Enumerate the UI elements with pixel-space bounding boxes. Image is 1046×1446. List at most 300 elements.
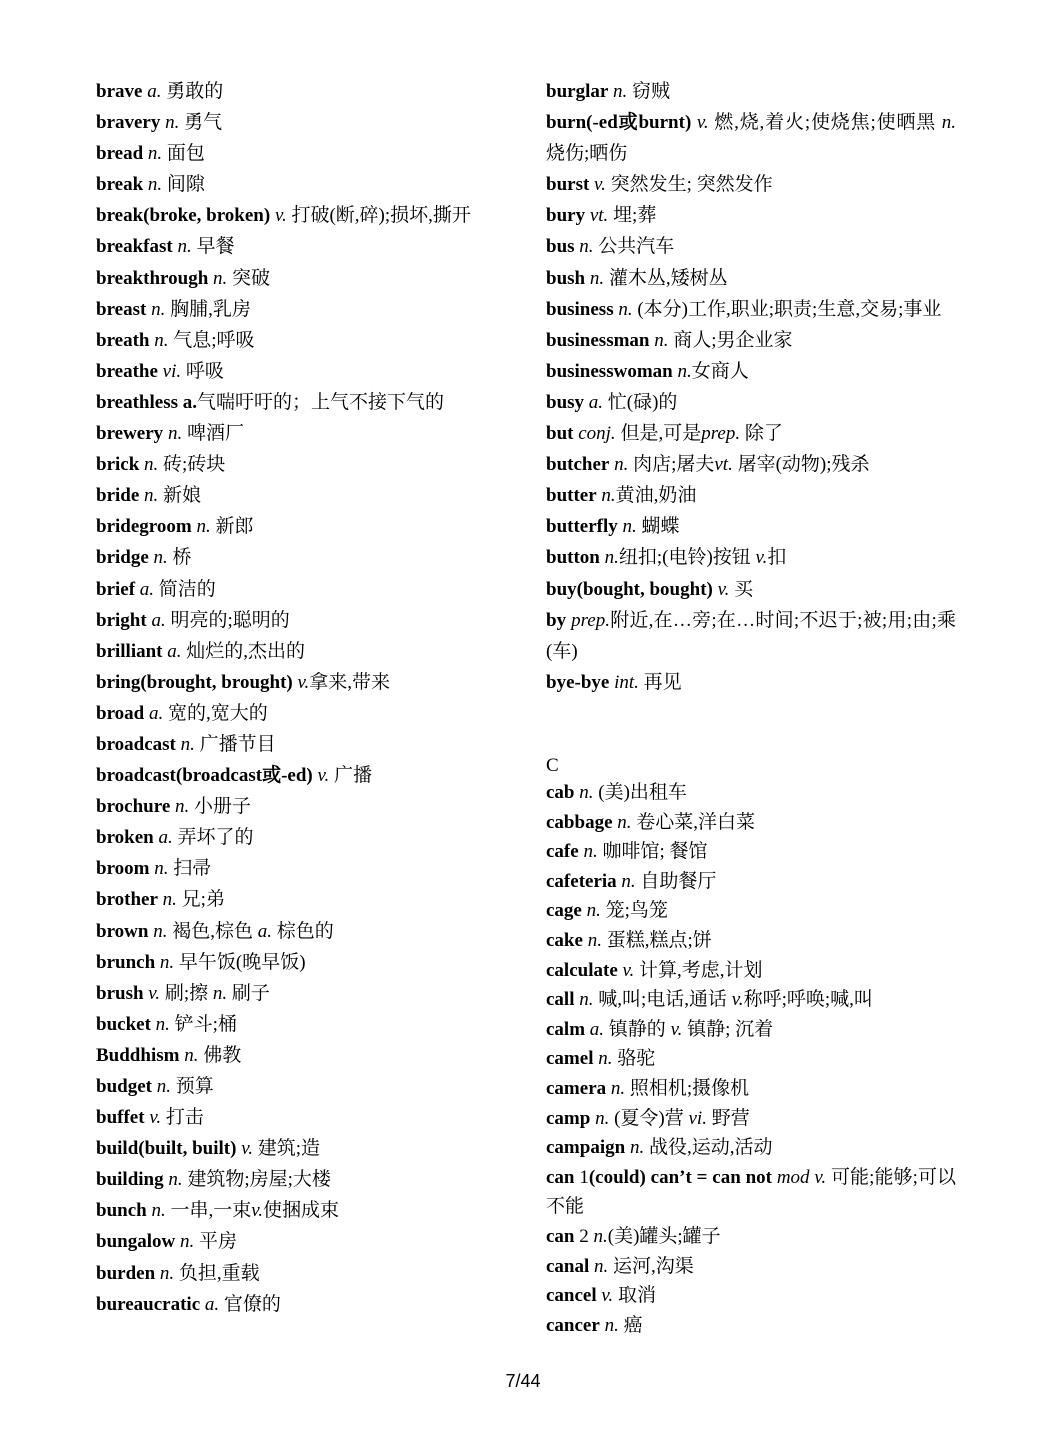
headword: bring(brought, brought) [96,671,293,693]
vocab-entry [96,947,506,978]
definition: 但是,可是 [615,423,702,445]
vocab-entry [546,1044,956,1074]
section-letter-heading: C [546,755,559,776]
headword: camera [546,1077,607,1099]
part-of-speech: n. [148,547,168,569]
vocab-entry [546,387,956,418]
part-of-speech: n. [581,900,601,922]
headword: breakfast [96,236,173,258]
part-of-speech: n. [606,1077,626,1099]
definition: 女商人 [691,360,749,382]
definition: 窃贼 [627,81,671,102]
definition: 运河,沟渠 [608,1255,694,1277]
headword: break [96,174,144,196]
vocab-entry [96,853,506,884]
headword: by [546,609,567,631]
part-of-speech: a. [135,578,155,600]
headword: brochure [96,796,171,818]
definition: 忙(碌)的 [603,391,678,413]
part-of-speech: n. [139,485,159,507]
vocab-entry [96,1071,506,1102]
part-of-speech: n. [582,929,602,951]
definition: 镇静的 [604,1018,671,1040]
part-of-speech: n. [578,841,598,863]
part-of-speech: n. [146,1200,166,1222]
vocab-entry [546,480,956,511]
part-of-speech: v. [691,112,709,134]
headword: burglar [546,81,609,102]
definition: 打破(断,碎);损坏,撕开 [286,205,471,227]
part-of-speech: prep. [701,423,741,445]
part-of-speech: n. [155,1262,175,1284]
vocab-entry [546,574,956,605]
vocab-entry [96,729,506,760]
part-of-speech: prep. [566,609,610,631]
definition: 简洁的 [154,578,216,600]
part-of-speech: n. [160,112,180,134]
vocab-entry [546,867,956,897]
vocab-entry [96,667,506,698]
headword: burn(-ed或burnt) [546,112,692,134]
vocab-entry [96,605,506,636]
vocab-entry [96,1009,506,1040]
definition: 刷;擦 [160,982,213,1004]
definition: 预算 [170,1076,214,1097]
headword: butter [546,485,597,507]
part-of-speech: n. [163,1169,183,1191]
part-of-speech: n. [616,870,636,892]
vocab-entry [546,1074,956,1104]
vocab-entry [546,926,956,956]
vocab-entry [546,956,956,986]
vocab-entry [96,449,506,480]
vocab-entry [546,1104,956,1134]
headword: can [546,1225,575,1247]
definition: 早午饭(晚早饭) [174,951,306,973]
part-of-speech: n. [149,858,169,880]
part-of-speech: n. [150,1013,170,1035]
vocab-entry [546,808,956,838]
definition: 打击 [161,1107,204,1129]
headword: businessman [546,329,650,351]
vocab-entry [546,76,956,107]
headword: canal [546,1255,590,1277]
part-of-speech: v. [755,547,768,569]
headword: brush [96,982,144,1004]
definition: 广播节目 [194,733,276,755]
definition: 建筑;造 [252,1138,321,1160]
part-of-speech: v. [596,1285,614,1307]
definition: 扫帚 [168,858,212,880]
definition: 取消 [613,1285,656,1307]
vocab-entry [96,884,506,915]
definition: 建筑物;房屋;大楼 [182,1169,331,1191]
page-number: 7/44 [505,1371,541,1391]
vocab-entry [96,1102,506,1133]
vocab-entry [96,1195,506,1226]
definition: (美)罐头;罐子 [607,1225,721,1247]
definition: 照相机;摄像机 [625,1077,750,1099]
definition: 骆驼 [612,1048,656,1070]
part-of-speech: n. [172,236,192,258]
definition: 笼;鸟笼 [600,900,668,922]
vocab-entry [546,263,956,294]
part-of-speech: v. [292,671,310,693]
headword: business [546,298,614,320]
part-of-speech: n. [941,112,957,134]
definition: 勇敢的 [161,81,224,102]
headword: calculate [546,959,618,981]
definition: 卷心菜,洋白菜 [631,811,756,833]
part-of-speech: mod v. [772,1166,827,1188]
headword: (could) can’t = can not [588,1166,772,1188]
vocab-entry [546,1252,956,1282]
part-of-speech: a. [585,1018,605,1040]
definition: 弄坏了的 [172,827,254,849]
headword: build(built, built) [96,1138,237,1160]
vocab-entry [546,896,956,926]
part-of-speech: n. [151,1076,171,1097]
part-of-speech: v. [670,1018,683,1040]
part-of-speech: int. [609,671,639,693]
part-of-speech: n. [574,989,594,1011]
definition: 兄;弟 [176,889,225,911]
headword: bungalow [96,1231,176,1253]
part-of-speech: v. [236,1138,253,1160]
part-of-speech: n. [649,329,669,351]
headword: brave [96,81,143,102]
vocab-entry [96,356,506,387]
headword: brown [96,920,149,942]
part-of-speech: vi. [157,360,182,382]
part-of-speech: v. [617,959,635,981]
headword: cancel [546,1285,597,1307]
headword: brother [96,889,158,911]
definition: 负担,重载 [174,1262,260,1284]
headword: budget [96,1076,152,1097]
part-of-speech: n. [175,733,195,755]
left-column [96,76,506,1320]
definition: 铲斗;桶 [169,1013,237,1035]
vocab-entry [96,200,506,231]
vocab-entry [96,1040,506,1071]
part-of-speech: conj. [573,423,616,445]
vocab-entry [546,605,956,667]
right-column [546,76,956,698]
part-of-speech: n. [139,454,159,476]
vocab-entry [546,356,956,387]
part-of-speech: n. [599,1314,619,1336]
part-of-speech: n. [593,1225,608,1247]
headword: butterfly [546,516,618,538]
headword: cab [546,782,575,803]
definition: 呼吸 [181,360,224,382]
headword: buffet [96,1107,145,1129]
part-of-speech: n. [672,360,692,382]
vocab-entry [546,1163,961,1222]
headword: breathe [96,360,158,382]
headword: bye-bye [546,671,610,693]
definition: (夏令)营 [609,1107,689,1129]
definition: (本分)工作,职业;职责;生意,交易;事业 [632,298,942,320]
vocab-entry [96,169,506,200]
definition: 埋;葬 [608,205,657,227]
vocab-entry [546,200,956,231]
headword: campaign [546,1137,626,1159]
part-of-speech: v. [312,765,330,787]
headword: burden [96,1262,156,1284]
headword: cafe [546,841,579,863]
part-of-speech: v. [589,174,606,196]
definition: 刷子 [227,982,270,1004]
part-of-speech: n. [590,1107,610,1129]
headword: button [546,547,600,569]
part-of-speech: vt. [714,454,733,476]
definition: 灿烂的,杰出的 [181,640,306,662]
part-of-speech: a. [200,1293,220,1315]
part-of-speech: n. [617,516,637,538]
vocab-entry [96,1164,506,1195]
vocab-entry [546,107,956,169]
vocab-entry [96,636,506,667]
headword: cancer [546,1314,600,1336]
part-of-speech: v. [144,1107,162,1129]
vocab-entry [96,574,506,605]
part-of-speech: n. [179,1044,199,1066]
part-of-speech: a. [146,609,166,631]
part-of-speech: n. [143,174,163,196]
part-of-speech: n. [625,1137,645,1159]
definition: 广播 [329,765,373,787]
headword: bride [96,485,140,507]
part-of-speech: n. [146,298,166,320]
headword: brief [96,578,136,600]
part-of-speech: a. [153,827,173,849]
definition: 气息;呼吸 [168,329,255,351]
vocab-entry [546,1222,956,1252]
definition: 间隙 [162,174,205,196]
definition: 使捆成束 [263,1200,340,1222]
definition: 灌木丛,矮树丛 [604,267,728,289]
definition: 砖;砖块 [158,454,226,476]
headword: Buddhism [96,1044,180,1066]
definition: 褐色,棕色 [167,920,258,942]
headword: broken [96,827,154,849]
definition: 再见 [638,671,682,693]
vocab-entry [96,1226,506,1257]
part-of-speech: n. [143,143,163,165]
definition: 屠宰(动物);残杀 [732,454,870,476]
headword: butcher [546,454,610,476]
vocab-entry [96,480,506,511]
definition: 棕色的 [271,920,334,942]
vocab-entry [546,837,956,867]
vocab-entry [546,667,956,698]
definition: 2 [574,1225,594,1247]
definition: 咖啡馆; 餐馆 [597,841,708,863]
headword: broadcast(broadcast或-ed) [96,765,313,787]
headword: but [546,423,574,445]
vocab-entry [96,511,506,542]
vocab-entry [546,1133,956,1163]
headword: breath [96,329,150,351]
part-of-speech: n. [155,951,175,973]
part-of-speech: n. [170,796,190,818]
headword: calm [546,1018,586,1040]
headword: bush [546,267,586,289]
vocab-entry [96,791,506,822]
headword: bright [96,609,147,631]
definition: 平房 [194,1231,237,1253]
vocab-entry [546,1015,956,1045]
definition: 肉店;屠夫 [628,454,715,476]
headword: can [546,1166,575,1188]
vocab-entry [96,542,506,573]
definition: 突破 [227,267,271,289]
headword: bury [546,205,586,227]
part-of-speech: n. [149,329,169,351]
vocab-entry [96,978,506,1009]
headword: bucket [96,1013,151,1035]
vocab-entry [546,169,956,200]
definition: 佛教 [198,1044,242,1066]
definition: (美)出租车 [593,782,687,803]
headword: cabbage [546,811,613,833]
definition: 镇静; 沉着 [682,1018,774,1040]
headword: bureaucratic [96,1293,201,1315]
vocab-entry [96,325,506,356]
definition: 明亮的;聪明的 [165,609,290,631]
vocab-entry [96,138,506,169]
definition: 公共汽车 [593,236,675,258]
vocab-entry [96,387,506,418]
definition: 纽扣;(电铃)按钮 [618,547,756,569]
part-of-speech: vi. [688,1107,707,1129]
part-of-speech: n. [157,889,177,911]
headword: brick [96,454,140,476]
headword: brunch [96,951,156,973]
headword: brilliant [96,640,163,662]
part-of-speech: v. [251,1200,263,1222]
headword: bridegroom [96,516,192,538]
part-of-speech: n. [608,81,628,102]
definition: 称呼;呼唤;喊,叫 [743,989,873,1011]
definition: 小册子 [189,796,252,818]
vocab-entry [96,1258,506,1289]
part-of-speech: n. [208,267,228,289]
part-of-speech: n. [613,298,633,320]
definition: 1 [574,1166,589,1188]
part-of-speech: a. [144,702,164,724]
part-of-speech: v. [712,578,730,600]
definition: 除了 [740,423,783,445]
headword: buy(bought, bought) [546,578,713,600]
definition: 胸脯,乳房 [165,298,251,320]
part-of-speech: n. [148,920,168,942]
vocab-entry [546,294,956,325]
headword: bus [546,236,575,258]
vocab-entry [546,1281,956,1311]
definition: 喊,叫;电话,通话 [593,989,732,1011]
definition: 烧伤;晒伤 [546,143,628,165]
definition: 燃,烧,着火;使烧焦;使晒黑 [708,112,942,134]
definition: 新郎 [210,516,254,538]
headword: cage [546,900,582,922]
headword: cafeteria [546,870,617,892]
vocab-entry [96,822,506,853]
definition: 蛋糕,糕点;饼 [601,929,712,951]
part-of-speech: n. [589,1255,609,1277]
vocab-entry [546,1311,956,1341]
vocab-entry [96,698,506,729]
headword: bunch [96,1200,147,1222]
part-of-speech: n. [574,236,594,258]
definition: 买 [729,578,754,600]
headword: burst [546,174,590,196]
part-of-speech: a. [162,640,182,662]
vocab-entry [96,1289,506,1320]
part-of-speech: n. [585,267,605,289]
headword: building [96,1169,164,1191]
headword: breakthrough [96,267,209,289]
vocab-entry [96,107,506,138]
vocab-entry [546,542,956,573]
definition: 可能;能够;可以 不能 [546,1166,961,1218]
headword: cake [546,929,583,951]
headword: broad [96,702,145,724]
headword: break(broke, broken) [96,205,271,227]
definition: 自助餐厅 [635,870,717,892]
definition: 气喘吁吁的；上气不接下气的 [196,391,444,413]
definition: 附近,在…旁;在…时间;不迟于;被;用;由;乘(车) [546,609,956,662]
vocab-entry [96,263,506,294]
headword: breathless a. [96,391,197,413]
part-of-speech: n. [609,454,629,476]
part-of-speech: n. [574,782,594,803]
vocab-entry [546,985,956,1015]
definition: 计算,考虑,计划 [634,959,763,981]
part-of-speech: n. [212,982,228,1004]
definition: 癌 [618,1314,643,1336]
headword: breast [96,298,147,320]
vocab-entry [546,418,956,449]
vocab-entry [546,325,956,356]
part-of-speech: a. [142,81,162,102]
headword: bridge [96,547,149,569]
headword: bravery [96,112,161,134]
vocab-entry [96,76,506,107]
part-of-speech: a. [584,391,604,413]
right-column-c-section [546,778,961,1340]
part-of-speech: n. [163,423,183,445]
definition: 突然发生; 突然发作 [605,174,773,196]
definition: 啤酒厂 [182,423,244,445]
vocab-entry [546,231,956,262]
headword: businesswoman [546,360,673,382]
definition: 一串,一束 [165,1200,252,1222]
headword: brewery [96,423,164,445]
vocab-entry [96,231,506,262]
part-of-speech: n. [191,516,211,538]
definition: 商人;男企业家 [668,329,793,351]
definition: 面包 [162,143,205,165]
definition: 新娘 [158,485,202,507]
definition: 桥 [167,547,192,569]
headword: camp [546,1107,591,1129]
headword: call [546,989,575,1011]
vocab-entry [546,511,956,542]
vocab-entry [96,760,506,791]
